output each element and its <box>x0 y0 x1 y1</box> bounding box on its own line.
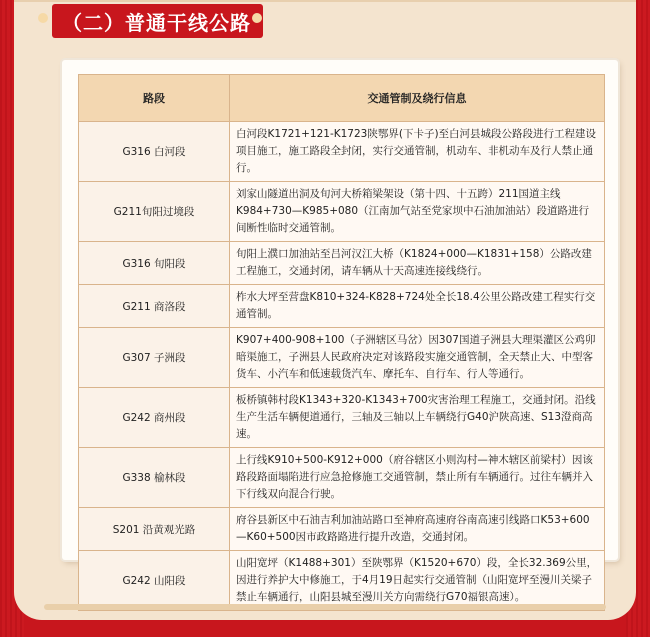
info-cell: 旬阳上濮口加油站至吕河汉江大桥（K1824+000—K1831+158）公路改建工程施工，交通封闭，请车辆从十天高速连接线绕行。 <box>230 242 605 285</box>
table-row <box>79 285 605 328</box>
section-title: （二）普通干线公路 <box>52 4 263 38</box>
info-cell: 府谷县新区中石油吉利加油站路口至神府高速府谷南高速引线路口K53+600—K60+500因市政路路进行提升改造，交通封闭。 <box>230 508 605 551</box>
traffic-control-table <box>78 74 605 611</box>
road-cell: G211 商洛段 <box>79 285 230 328</box>
table-row <box>79 551 605 611</box>
table-row <box>79 508 605 551</box>
info-cell: 山阳宽坪（K1488+301）至陕鄂界（K1520+670）段，全长32.369公里，因进行养护大中修施工，于4月19日起实行交通管制（山阳宽坪至漫川关梁子禁止车辆通行，山阳县城至漫川关方向需绕行G70福银高速）。 <box>230 551 605 611</box>
table-row <box>79 182 605 242</box>
table-paper <box>62 60 618 603</box>
road-cell: G307 子洲段 <box>79 328 230 388</box>
table-row <box>79 328 605 388</box>
info-cell: 柞水大坪至营盘K810+324-K828+724处全长18.4公里公路改建工程实行交通管制。 <box>230 285 605 328</box>
card-bottom-edge <box>44 604 606 610</box>
table-row <box>79 448 605 508</box>
table-row <box>79 242 605 285</box>
info-cell: K907+400-908+100（子洲辖区马岔）因307国道子洲县大理渠灌区公鸡卯暗渠施工，子洲县人民政府决定对该路段实施交通管制，全天禁止大、中型客货车、小汽车和低速载货汽车、摩托车、自行车、行人等通行。 <box>230 328 605 388</box>
road-cell: S201 沿黄观光路 <box>79 508 230 551</box>
road-cell: G211旬阳过境段 <box>79 182 230 242</box>
road-cell: G316 旬阳段 <box>79 242 230 285</box>
info-cell: 上行线K910+500-K912+000（府谷辖区小则沟村—神木辖区前梁村）因该路段路面塌陷进行应急抢修施工交通管制，禁止所有车辆通行。过往车辆并入下行线双向混合行驶。 <box>230 448 605 508</box>
road-cell: G242 山阳段 <box>79 551 230 611</box>
info-cell: 白河段K1721+121-K1723陕鄂界(下卡子)至白河县城段公路段进行工程建设项目施工，施工路段全封闭，实行交通管制，机动车、非机动车及行人禁止通行。 <box>230 122 605 182</box>
info-cell: 刘家山隧道出洞及旬河大桥箱梁架设（第十四、十五跨）211国道主线K984+730—K985+080（江南加气站至党家坝中石油加油站）段道路进行间断性临时交通管制。 <box>230 182 605 242</box>
header-info: 交通管制及绕行信息 <box>230 75 605 122</box>
road-cell: G242 商州段 <box>79 388 230 448</box>
road-cell: G338 榆林段 <box>79 448 230 508</box>
content-card <box>14 0 636 620</box>
table-header-row <box>79 75 605 122</box>
header-road: 路段 <box>79 75 230 122</box>
table-row <box>79 388 605 448</box>
title-right-dot <box>252 13 262 23</box>
info-cell: 板桥镇韩村段K1343+320-K1343+700灾害治理工程施工，交通封闭。沿线生产生活车辆便道通行，三轴及三轴以上车辆绕行G40沪陕高速、S13澄商高速。 <box>230 388 605 448</box>
title-left-dot <box>38 13 48 23</box>
road-cell: G316 白河段 <box>79 122 230 182</box>
table-row <box>79 122 605 182</box>
